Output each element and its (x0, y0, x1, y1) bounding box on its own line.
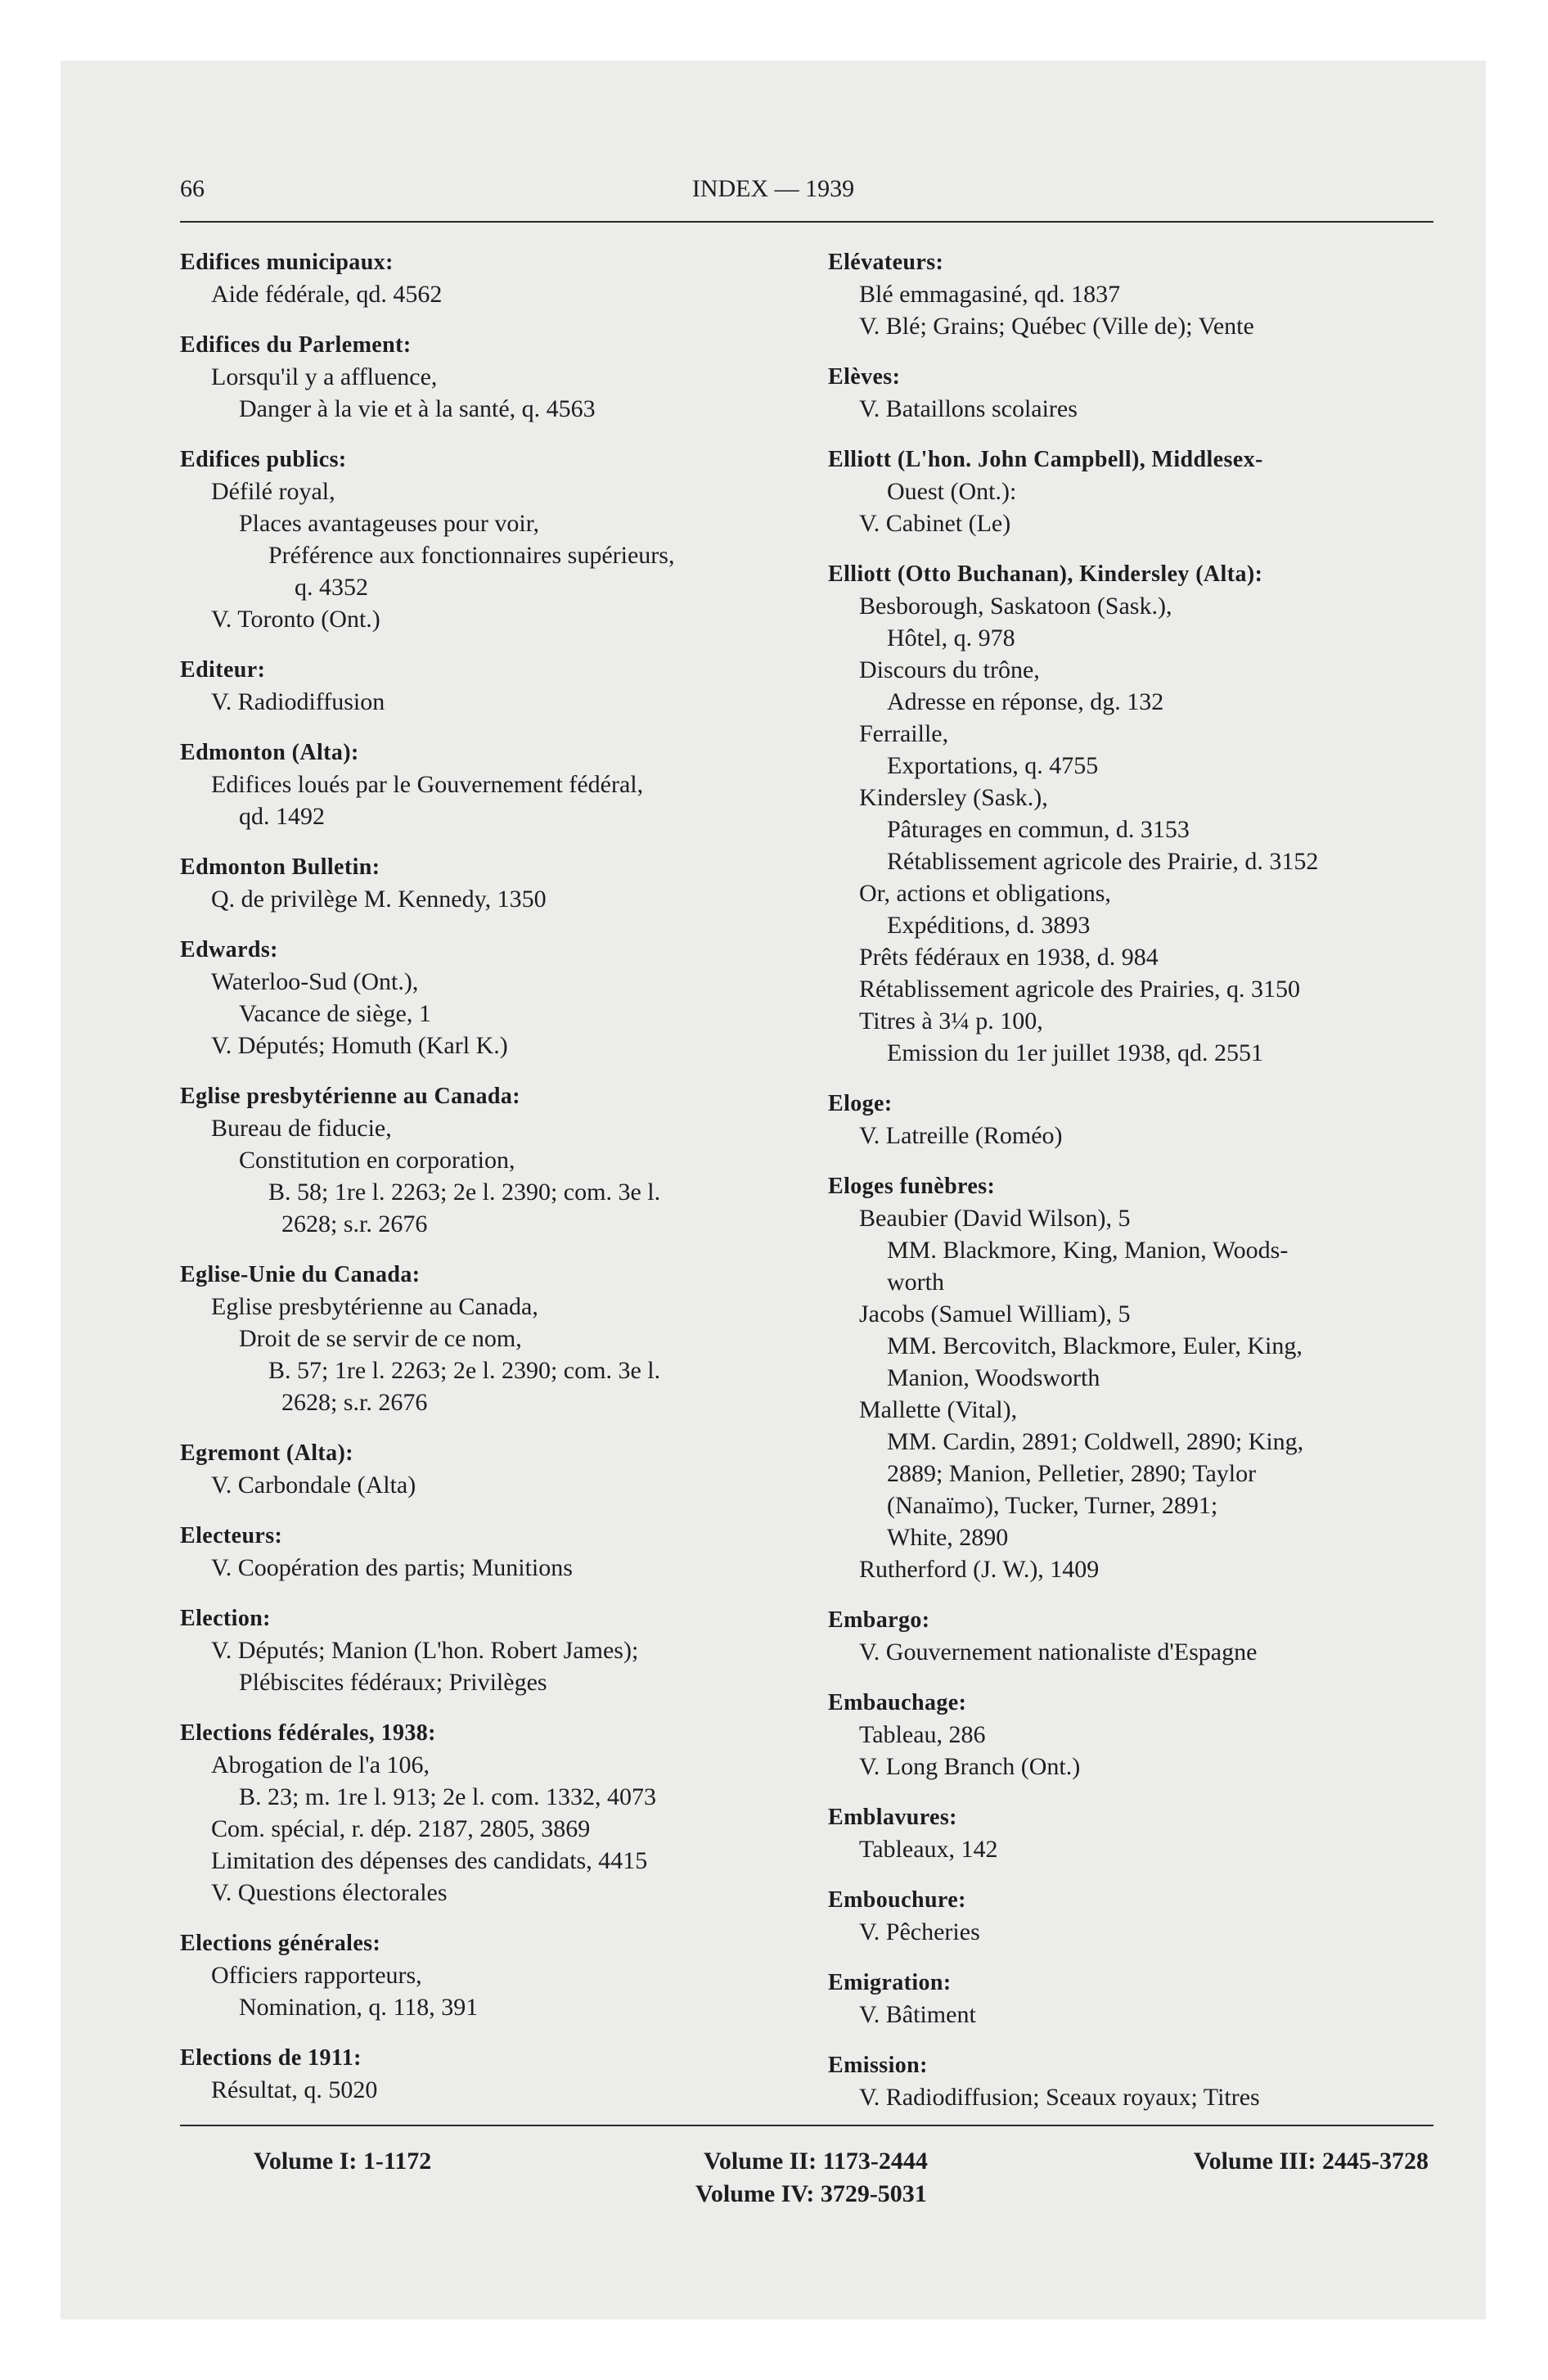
entry-heading: Edwards: (180, 937, 278, 962)
entry-line: (Nanaïmo), Tucker, Turner, 2891; (887, 1492, 1218, 1519)
entry-heading: Edifices publics: (180, 447, 347, 472)
entry-line: White, 2890 (887, 1524, 1009, 1551)
entry-heading: Embauchage: (828, 1690, 967, 1715)
entry-line: MM. Cardin, 2891; Coldwell, 2890; King, (887, 1428, 1304, 1455)
entry-line: V. Radiodiffusion; Sceaux royaux; Titres (859, 2084, 1260, 2111)
entry-line: V. Cabinet (Le) (859, 510, 1011, 537)
entry-line: V. Questions électorales (211, 1879, 448, 1906)
index-entry (828, 1885, 1499, 1948)
entry-line: Abrogation de l'a 106, (211, 1751, 430, 1778)
entry-heading: Elliott (L'hon. John Campbell), Middlesex- (828, 447, 1263, 472)
entry-line: 2628; s.r. 2676 (281, 1210, 428, 1237)
entry-line: Emission du 1er juillet 1938, qd. 2551 (887, 1039, 1263, 1066)
entry-heading: Edmonton (Alta): (180, 740, 359, 765)
index-entry (828, 2050, 1499, 2113)
entry-line: V. Pêcheries (859, 1918, 980, 1945)
index-entry (828, 1802, 1499, 1865)
entry-line: Discours du trône, (859, 656, 1040, 683)
entry-line: Edifices loués par le Gouvernement fédéral, (211, 771, 644, 798)
entry-line: Pâturages en commun, d. 3153 (887, 816, 1190, 843)
entry-line: Or, actions et obligations, (859, 880, 1111, 907)
index-entry (180, 1081, 851, 1240)
entry-heading: Edifices municipaux: (180, 250, 394, 275)
entry-line: Bureau de fiducie, (211, 1115, 392, 1142)
entry-line: Expéditions, d. 3893 (887, 912, 1091, 939)
entry-heading: Emigration: (828, 1970, 952, 1995)
index-entry (828, 1089, 1499, 1152)
volume-footer (180, 2139, 1433, 2213)
entry-line: V. Députés; Manion (L'hon. Robert James); (211, 1637, 639, 1664)
entry-line: Droit de se servir de ce nom, (239, 1325, 522, 1352)
entry-line: Adresse en réponse, dg. 132 (887, 688, 1164, 715)
running-title: INDEX — 1939 (691, 175, 855, 202)
page-header (61, 61, 1486, 224)
entry-line: B. 23; m. 1re l. 913; 2e l. com. 1332, 4073 (239, 1783, 656, 1810)
index-entry (828, 444, 1499, 539)
entry-line: Jacobs (Samuel William), 5 (859, 1300, 1131, 1327)
entry-line: Rétablissement agricole des Prairies, q. 3150 (859, 976, 1301, 1003)
entry-line: B. 57; 1re l. 2263; 2e l. 2390; com. 3e l. (268, 1357, 661, 1384)
entry-heading: Edmonton Bulletin: (180, 854, 380, 880)
entry-line: Besborough, Saskatoon (Sask.), (859, 593, 1172, 620)
volume-4-range: Volume IV: 3729-5031 (695, 2180, 927, 2207)
entry-line: Blé emmagasiné, qd. 1837 (859, 281, 1121, 308)
entry-line: Kindersley (Sask.), (859, 784, 1048, 811)
entry-line: Officiers rapporteurs, (211, 1962, 422, 1989)
entry-heading: Egremont (Alta): (180, 1440, 353, 1466)
right-column (828, 247, 1499, 2133)
entry-heading: Elections de 1911: (180, 2045, 362, 2071)
volume-3-range: Volume III: 2445-3728 (1193, 2148, 1429, 2175)
index-page (61, 61, 1486, 2319)
entry-line: Constitution en corporation, (239, 1147, 515, 1174)
entry-line: Hôtel, q. 978 (887, 624, 1015, 651)
entry-line: Résultat, q. 5020 (211, 2076, 378, 2103)
entry-line: V. Blé; Grains; Québec (Ville de); Vente (859, 313, 1254, 340)
entry-heading: Election: (180, 1606, 271, 1631)
index-entry (180, 1718, 851, 1909)
entry-line: Prêts fédéraux en 1938, d. 984 (859, 944, 1159, 971)
entry-line: Rétablissement agricole des Prairie, d. 3152 (887, 848, 1319, 875)
entry-line: Manion, Woodsworth (887, 1364, 1100, 1391)
entry-line: Places avantageuses pour voir, (239, 510, 540, 537)
index-entry (828, 559, 1499, 1069)
entry-line: Ferraille, (859, 720, 949, 747)
index-entry (180, 330, 851, 425)
entry-line: 2889; Manion, Pelletier, 2890; Taylor (887, 1460, 1257, 1487)
entry-heading: Eglise presbytérienne au Canada: (180, 1084, 520, 1109)
index-entry (180, 935, 851, 1062)
entry-line: MM. Bercovitch, Blackmore, Euler, King, (887, 1332, 1303, 1359)
entry-heading: Emblavures: (828, 1805, 957, 1830)
entry-line: B. 58; 1re l. 2263; 2e l. 2390; com. 3e l. (268, 1179, 661, 1206)
entry-line: V. Bâtiment (859, 2001, 976, 2028)
entry-heading: Editeur: (180, 657, 266, 683)
entry-heading: Elliott (Otto Buchanan), Kindersley (Alta): (828, 561, 1263, 587)
entry-line: Eglise presbytérienne au Canada, (211, 1293, 538, 1320)
entry-line: Q. de privilège M. Kennedy, 1350 (211, 886, 547, 913)
entry-line: V. Bataillons scolaires (859, 395, 1078, 422)
index-entry (180, 1260, 851, 1418)
entry-heading: Eloge: (828, 1091, 893, 1116)
index-entry (828, 1171, 1499, 1585)
entry-line: q. 4352 (295, 574, 368, 601)
volume-2-range: Volume II: 1173-2444 (704, 2148, 928, 2175)
entry-line: Préférence aux fonctionnaires supérieurs, (268, 542, 675, 569)
entry-line: V. Députés; Homuth (Karl K.) (211, 1032, 508, 1059)
entry-heading: Embouchure: (828, 1887, 966, 1913)
entry-line: Titres à 3¼ p. 100, (859, 1007, 1043, 1034)
entry-heading: Electeurs: (180, 1523, 283, 1548)
entry-line: V. Toronto (Ont.) (211, 606, 380, 633)
footer-rule (180, 2125, 1433, 2126)
index-entry (180, 655, 851, 718)
entry-line: Tableaux, 142 (859, 1836, 998, 1863)
entry-line: Beaubier (David Wilson), 5 (859, 1205, 1131, 1232)
entry-line: V. Coopération des partis; Munitions (211, 1554, 573, 1581)
index-entry (180, 1603, 851, 1698)
entry-line: Défilé royal, (211, 478, 335, 505)
entry-heading: Elections générales: (180, 1931, 381, 1956)
index-entry (828, 1968, 1499, 2031)
index-entry (180, 737, 851, 832)
entry-line: 2628; s.r. 2676 (281, 1389, 428, 1416)
entry-heading: Elèves: (828, 364, 901, 390)
entry-line: Rutherford (J. W.), 1409 (859, 1556, 1100, 1583)
entry-line: Mallette (Vital), (859, 1396, 1018, 1423)
entry-heading: Elections fédérales, 1938: (180, 1720, 436, 1746)
entry-line: Nomination, q. 118, 391 (239, 1994, 479, 2021)
index-entry (180, 1438, 851, 1501)
entry-line: V. Latreille (Roméo) (859, 1122, 1063, 1149)
index-entry (828, 362, 1499, 425)
index-entry (828, 247, 1499, 342)
index-entry (180, 2043, 851, 2106)
entry-line: V. Long Branch (Ont.) (859, 1753, 1081, 1780)
page-number: 66 (180, 175, 205, 202)
entry-line: worth (887, 1269, 944, 1296)
index-entry (180, 852, 851, 915)
entry-line: Waterloo-Sud (Ont.), (211, 968, 419, 995)
index-entry (180, 1928, 851, 2023)
header-rule (180, 221, 1433, 223)
index-entry (180, 444, 851, 635)
entry-line: Tableau, 286 (859, 1721, 986, 1748)
entry-line: qd. 1492 (239, 803, 325, 830)
entry-line: Limitation des dépenses des candidats, 4415 (211, 1847, 648, 1874)
entry-line: MM. Blackmore, King, Manion, Woods- (887, 1237, 1289, 1264)
entry-line: Aide fédérale, qd. 4562 (211, 281, 443, 308)
left-column (180, 247, 851, 2125)
entry-line: Lorsqu'il y a affluence, (211, 363, 438, 390)
entry-line: Vacance de siège, 1 (239, 1000, 431, 1027)
entry-heading: Elévateurs: (828, 250, 944, 275)
entry-line: Com. spécial, r. dép. 2187, 2805, 3869 (211, 1815, 591, 1842)
entry-line: Ouest (Ont.): (887, 478, 1017, 505)
entry-heading: Edifices du Parlement: (180, 332, 412, 358)
index-entry (828, 1688, 1499, 1783)
entry-line: Danger à la vie et à la santé, q. 4563 (239, 395, 596, 422)
entry-line: V. Gouvernement nationaliste d'Espagne (859, 1639, 1258, 1666)
entry-line: V. Carbondale (Alta) (211, 1472, 416, 1499)
index-entry (180, 1521, 851, 1584)
volume-1-range: Volume I: 1-1172 (254, 2148, 432, 2175)
index-entry (180, 247, 851, 310)
entry-line: Exportations, q. 4755 (887, 752, 1099, 779)
entry-line: Plébiscites fédéraux; Privilèges (239, 1669, 547, 1696)
entry-line: V. Radiodiffusion (211, 688, 385, 715)
index-entry (828, 1605, 1499, 1668)
entry-heading: Eglise-Unie du Canada: (180, 1262, 421, 1287)
entry-heading: Eloges funèbres: (828, 1174, 996, 1199)
entry-heading: Embargo: (828, 1607, 930, 1633)
entry-heading: Emission: (828, 2053, 928, 2078)
